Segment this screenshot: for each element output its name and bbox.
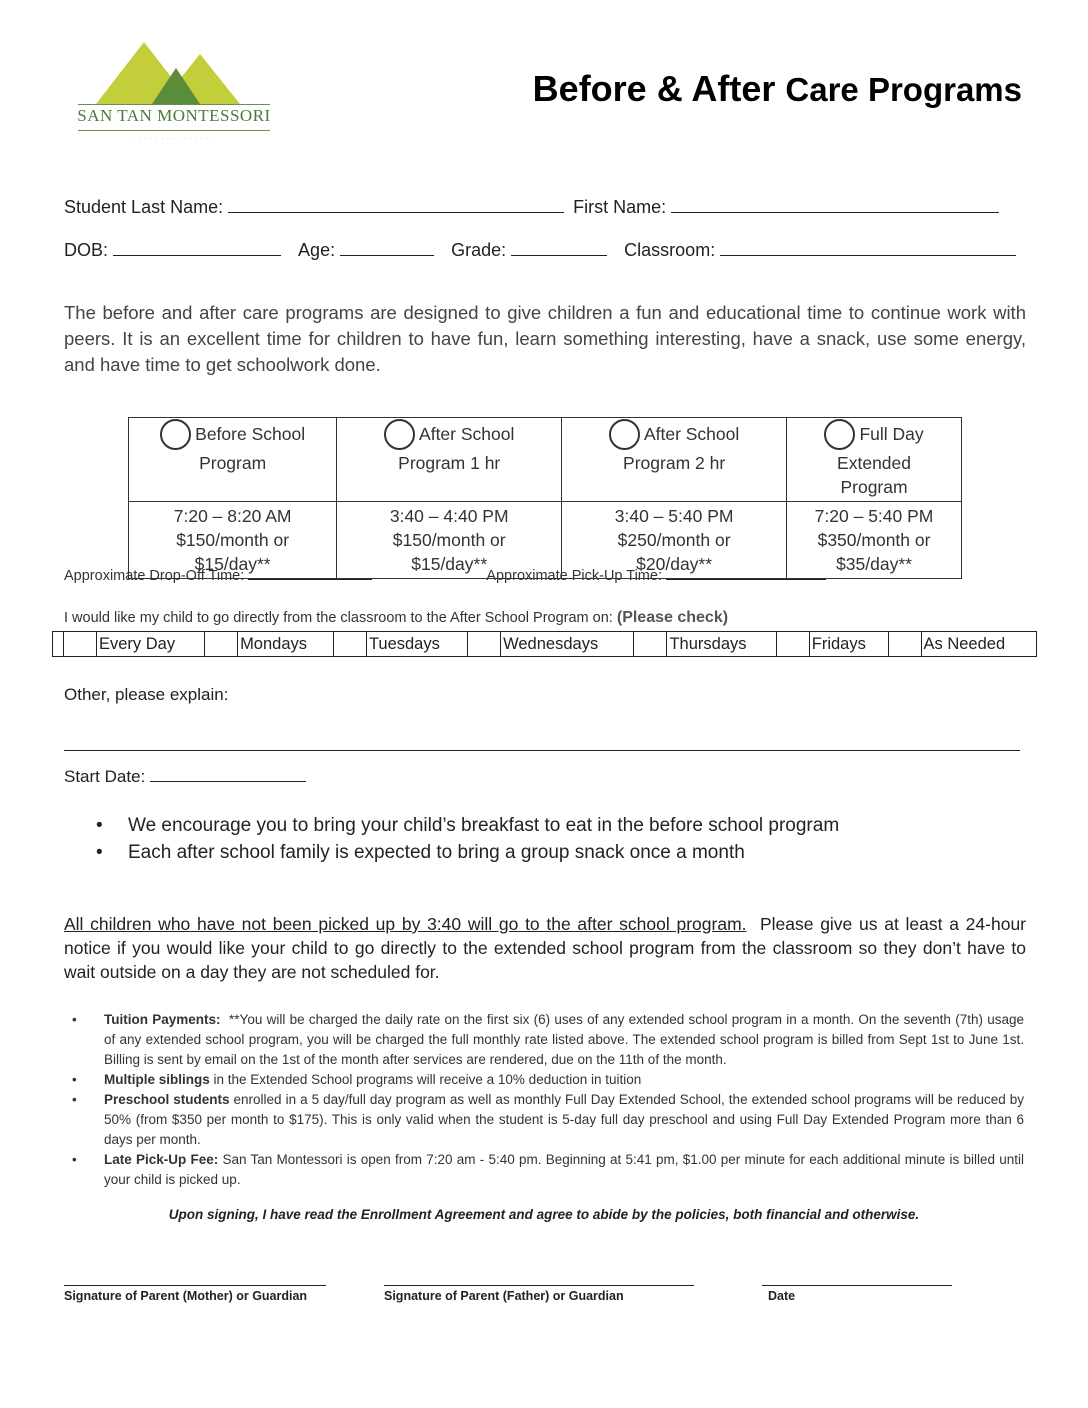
direct-text: I would like my child to go directly from the classroom to the After School Program on:	[64, 610, 613, 626]
program-radio[interactable]	[824, 419, 855, 450]
logo-tagline: · · · · · · · · · · · · · · ·	[132, 136, 216, 142]
dob-field[interactable]	[113, 239, 281, 256]
day-label: Every Day	[97, 632, 205, 657]
times-row	[64, 566, 826, 584]
days-table-edge	[53, 632, 64, 657]
program-radio[interactable]	[609, 419, 640, 450]
mother-signature-label: Signature of Parent (Mother) or Guardian	[64, 1289, 308, 1303]
checkbox-fridays[interactable]	[776, 632, 809, 657]
pickup-notice	[64, 912, 1031, 984]
pickup-field[interactable]	[666, 566, 826, 580]
days-table	[52, 631, 1037, 657]
program-cell	[787, 418, 962, 502]
program-name: After School	[643, 424, 740, 445]
classroom-field[interactable]	[720, 239, 1016, 256]
program-daily-price: $20/day**	[636, 554, 713, 574]
program-daily-price: $35/day**	[836, 554, 912, 574]
date-label: Date	[768, 1289, 796, 1303]
day-label: Wednesdays	[501, 632, 634, 657]
logo-name: SAN TAN MONTESSORI	[77, 106, 271, 125]
policy-item	[72, 1010, 1028, 1070]
info-bullets	[96, 812, 839, 866]
policy-text: enrolled in a 5 day/full day program as well as monthly Full Day Extended School, the extended school programs will be reduced by 50% (from $350 per month to $175). This is only valid when the student is 5-day full day preschool and using Full Day Extended Program more than 6 days per month.	[104, 1092, 1024, 1147]
school-logo	[76, 40, 272, 150]
policy-item	[72, 1070, 1024, 1090]
checkbox-every-day[interactable]	[64, 632, 97, 657]
other-label: Other, please explain:	[64, 685, 229, 704]
program-time: 7:20 – 8:20 AM	[173, 506, 292, 526]
program-cell	[562, 418, 787, 502]
program-radio[interactable]	[160, 419, 191, 450]
program-price: $150/month or	[176, 530, 290, 550]
mother-signature-field[interactable]	[64, 1285, 326, 1286]
dropoff-label: Approximate Drop-Off Time:	[64, 568, 245, 584]
program-daily-price: $15/day**	[194, 554, 271, 574]
other-explain-field[interactable]	[64, 750, 1020, 751]
first-name-field[interactable]	[671, 196, 999, 213]
date-signature-field[interactable]	[762, 1285, 952, 1286]
please-check: (Please check)	[616, 609, 729, 626]
policy-label: Multiple siblings	[104, 1072, 210, 1087]
day-label: As Needed	[921, 632, 1037, 657]
policies-list	[72, 1010, 1028, 1190]
program-price: $350/month or	[817, 530, 931, 550]
policy-label: Preschool students	[104, 1092, 230, 1107]
page-title	[533, 68, 1022, 110]
program-time: 3:40 – 5:40 PM	[614, 506, 734, 526]
dob-row	[64, 239, 1024, 261]
title-bold: Before & After	[532, 68, 776, 109]
program-time: 3:40 – 4:40 PM	[389, 506, 509, 526]
policy-label: Tuition Payments:	[104, 1012, 221, 1027]
program-name: Before School	[195, 424, 306, 445]
grade-field[interactable]	[511, 239, 607, 256]
start-date-row	[64, 765, 1024, 787]
day-label: Fridays	[809, 632, 888, 657]
checkbox-wednesdays[interactable]	[468, 632, 501, 657]
program-subname: Program 2 hr	[623, 453, 726, 473]
notice-rest: Please give us at least a 24-hour notice if you would like your child to go directly to the extended school program from the classroom so they don’t have to wait outside on a day they are not scheduled for.	[64, 914, 1031, 982]
checkbox-as-needed[interactable]	[888, 632, 921, 657]
checkbox-mondays[interactable]	[205, 632, 238, 657]
program-radio[interactable]	[384, 419, 415, 450]
program-price: $150/month or	[392, 530, 506, 550]
title-rest: Care Programs	[785, 71, 1022, 108]
mountains-icon	[76, 40, 272, 106]
policy-item	[72, 1090, 1024, 1150]
program-subname: Program 1 hr	[398, 453, 501, 473]
name-row	[64, 196, 1024, 218]
dropoff-field[interactable]	[248, 566, 372, 580]
agreement-statement: Upon signing, I have read the Enrollment Agreement and agree to abide by the policies, both financial and otherwise.	[168, 1207, 920, 1222]
policy-text: in the Extended School programs will receive a 10% deduction in tuition	[209, 1072, 642, 1087]
age-field[interactable]	[340, 239, 434, 256]
programs-table	[128, 417, 962, 579]
checkbox-thursdays[interactable]	[634, 632, 667, 657]
program-name: After School	[419, 424, 515, 445]
last-name-field[interactable]	[228, 196, 564, 213]
day-label: Thursdays	[667, 632, 776, 657]
program-subname: Program	[199, 453, 267, 473]
start-date-label: Start Date:	[64, 767, 146, 786]
pickup-label: Approximate Pick-Up Time:	[486, 568, 662, 584]
policy-label: Late Pick-Up Fee:	[104, 1152, 219, 1167]
program-cell	[129, 418, 337, 502]
day-label: Mondays	[238, 632, 334, 657]
dob-label: DOB:	[64, 240, 109, 260]
bullet-item: • We encourage you to bring your child’s breakfast to eat in the before school program	[96, 812, 839, 839]
policy-text: San Tan Montessori is open from 7:20 am - 5:40 pm. Beginning at 5:41 pm, $1.00 per minute for each additional minute is billed until your child is picked up.	[104, 1152, 1024, 1187]
program-subname: Program	[840, 477, 908, 497]
policy-text: **You will be charged the daily rate on the first six (6) uses of any extended school program in a month. On the seventh (7th) usage of any extended school program, you will be charged the full monthly rate listed above. The extended school program is billed from Sept 1st to June 1st. Billing is sent by email on the 1st of the month after services are rendered, due on the 11th of the month.	[104, 1012, 1028, 1067]
policy-item	[72, 1150, 1024, 1190]
checkbox-tuesdays[interactable]	[333, 632, 366, 657]
program-time: 7:20 – 5:40 PM	[814, 506, 934, 526]
grade-label: Grade:	[451, 240, 507, 260]
bullet-item: • Each after school family is expected to bring a group snack once a month	[96, 839, 839, 866]
program-price: $250/month or	[617, 530, 731, 550]
first-name-label: First Name:	[573, 197, 667, 217]
intro-paragraph: The before and after care programs are designed to give children a fun and educational time to continue work with peers. It is an excellent time for children to have fun, learn something interesting, have a snack, use some energy, and have time to get schoolwork done.	[64, 302, 1026, 375]
program-names-row	[129, 418, 962, 502]
notice-underlined: All children who have not been picked up by 3:40 will go to the after school program.	[64, 914, 747, 934]
direct-row	[64, 609, 728, 627]
program-daily-price: $15/day**	[411, 554, 488, 574]
age-label: Age:	[298, 240, 336, 260]
start-date-field[interactable]	[150, 765, 306, 782]
father-signature-label: Signature of Parent (Father) or Guardian	[384, 1289, 624, 1303]
day-label: Tuesdays	[366, 632, 467, 657]
father-signature-field[interactable]	[384, 1285, 694, 1286]
program-name: Full Day Extended	[837, 424, 924, 473]
last-name-label: Student Last Name:	[64, 197, 224, 217]
program-cell	[337, 418, 562, 502]
classroom-label: Classroom:	[624, 240, 716, 260]
